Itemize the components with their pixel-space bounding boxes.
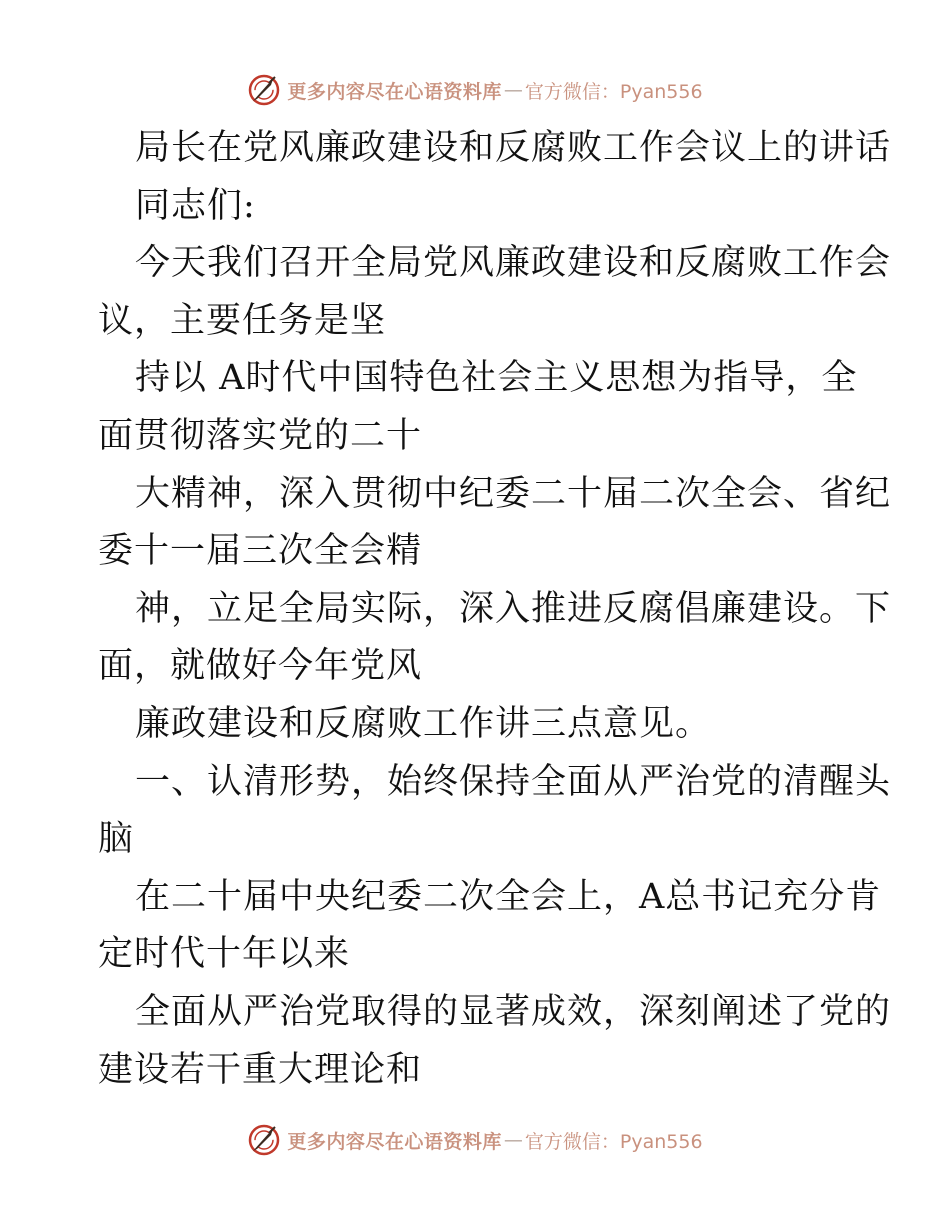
footer-watermark [0,1120,950,1160]
text-line: 在二十届中央纪委二次全会上，A总书记充分肯 [135,876,882,917]
section-heading: 一、认清形势，始终保持全面从严治党的清醒头 [135,761,892,802]
document-body [98,120,892,1099]
watermark-contact: 官方微信：Pyan556 [524,1130,703,1153]
watermark-brand: 更多内容尽在心语资料库 [287,1130,502,1153]
watermark-contact: 官方微信：Pyan556 [524,80,703,103]
salutation: 同志们: [135,185,256,226]
text-line: 面贯彻落实党的二十 [98,415,423,456]
text-line: 定时代十年以来 [98,934,351,975]
quill-pen-circle-icon [247,1123,281,1157]
text-line: 神，立足全局实际，深入推进反腐倡廉建设。下 [135,588,892,629]
header-watermark [0,70,950,110]
watermark-dash: — [503,1129,523,1151]
text-line: 持以 A时代中国特色社会主义思想为指导，全 [135,358,858,399]
document-title: 局长在党风廉政建设和反腐败工作会议上的讲话 [135,128,892,168]
text-line: 今天我们召开全局党风廉政建设和反腐败工作会 [135,243,892,284]
watermark-brand: 更多内容尽在心语资料库 [287,80,502,103]
text-line: 大精神，深入贯彻中纪委二十届二次全会、省纪 [135,473,892,514]
quill-pen-circle-icon [247,73,281,107]
section-heading-continued: 脑 [98,819,135,860]
text-line: 议，主要任务是坚 [98,300,387,341]
text-line: 全面从严治党取得的显著成效，深刻阐述了党的 [135,991,892,1032]
text-line: 面，就做好今年党风 [98,646,423,687]
text-line: 建设若干重大理论和 [98,1049,423,1090]
watermark-dash: — [503,79,523,101]
text-line: 委十一届三次全会精 [98,531,423,572]
text-line: 廉政建设和反腐败工作讲三点意见。 [135,703,712,744]
